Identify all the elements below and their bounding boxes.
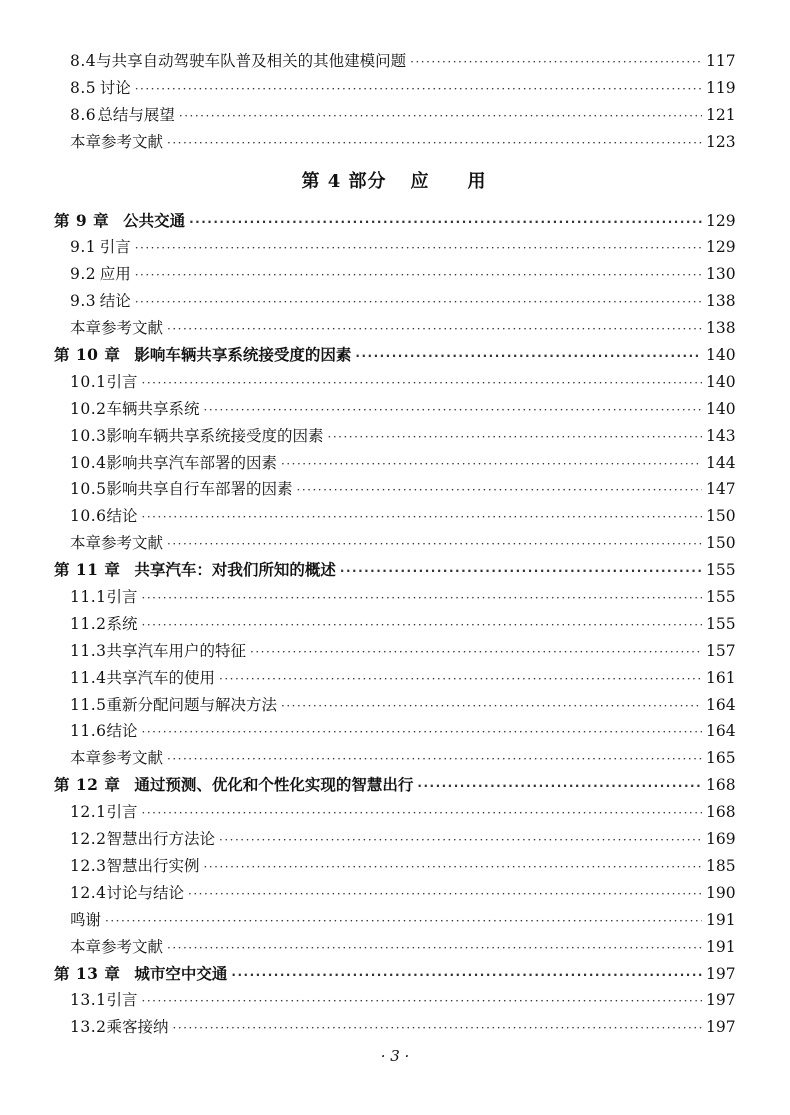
dot-leader (188, 881, 702, 908)
toc-entry-number: 12.1 (70, 803, 107, 822)
toc-ref-row[interactable] (54, 530, 734, 557)
toc-entry-number: 第 10 章 (54, 345, 121, 365)
toc-section-row[interactable] (54, 396, 734, 423)
toc-entry-number: 9.2 (70, 265, 97, 284)
dot-leader (173, 1015, 702, 1042)
toc-entry-page: 140 (706, 399, 736, 418)
dot-leader (355, 343, 702, 370)
toc-entry-title: 共享汽车的使用 (106, 668, 216, 687)
dot-leader (135, 289, 702, 316)
toc-section-row[interactable] (54, 234, 734, 261)
toc-ref-row[interactable] (54, 315, 734, 342)
toc-entry-page: 169 (706, 830, 736, 849)
toc-section-row[interactable] (54, 584, 734, 611)
toc-entry-page: 138 (706, 319, 736, 338)
toc-entry-title: 智慧出行方法论 (106, 830, 216, 849)
dot-leader (219, 666, 702, 693)
toc-entry-number: 11.5 (70, 695, 107, 714)
toc-entry-number: 10.2 (70, 399, 107, 418)
toc-entry-title: 重新分配问题与解决方法 (106, 695, 278, 714)
toc-entry-number: 第 13 章 (54, 963, 121, 983)
toc-section-row[interactable] (54, 102, 734, 129)
toc-entry-page: 165 (706, 749, 736, 768)
part-label: 第 4 部分 (301, 170, 387, 192)
toc-entry-page: 155 (706, 561, 736, 580)
toc-entry-number: 8.4 (70, 52, 97, 70)
toc-section-row[interactable] (54, 853, 734, 880)
dot-leader (135, 76, 702, 103)
toc-entry-page: 168 (706, 776, 736, 795)
dot-leader (167, 746, 702, 773)
toc-entry-number: 10.3 (70, 426, 107, 445)
dot-leader (135, 235, 702, 262)
toc-entries-part4 (54, 208, 734, 1042)
toc-entry-page: 164 (706, 695, 736, 714)
toc-entry-number: 12.2 (70, 830, 107, 849)
toc-chapter-row[interactable] (54, 557, 734, 584)
toc-entry-title: 本章参考文献 (70, 749, 164, 768)
toc-ref-row[interactable] (54, 934, 734, 961)
toc-entry-number: 9.1 (70, 238, 97, 257)
dot-leader (142, 988, 702, 1015)
toc-section-row[interactable] (54, 450, 734, 477)
dot-leader (219, 827, 702, 854)
toc-section-row[interactable] (54, 261, 734, 288)
toc-section-row[interactable] (54, 638, 734, 665)
toc-entry-page: 155 (706, 614, 736, 633)
toc-entry-number: 第 12 章 (54, 775, 121, 795)
toc-entry-number: 12.3 (70, 856, 107, 875)
toc-entry-title: 车辆共享系统 (106, 399, 200, 418)
toc-entry-number: 11.4 (70, 668, 107, 687)
toc-entry-number: 10.6 (70, 507, 107, 526)
toc-entry-page: 164 (706, 722, 736, 741)
toc-entry-page: 150 (706, 534, 736, 553)
toc-section-row[interactable] (54, 799, 734, 826)
dot-leader (142, 719, 702, 746)
toc-entry-title: 公共交通 (123, 211, 186, 230)
dot-leader (167, 531, 702, 558)
toc-entry-page: 144 (706, 453, 736, 472)
dot-leader (142, 585, 702, 612)
toc-section-row[interactable] (54, 692, 734, 719)
toc-entry-number: 第 11 章 (54, 560, 121, 580)
dot-leader (281, 693, 702, 720)
dot-leader (142, 504, 702, 531)
toc-section-row[interactable] (54, 288, 734, 315)
dot-leader (189, 209, 702, 236)
toc-entry-number: 10.1 (70, 372, 107, 391)
toc-section-row[interactable] (54, 665, 734, 692)
toc-entry-title: 应用 (99, 265, 131, 284)
dot-leader (167, 130, 702, 157)
toc-entry-title: 影响共享汽车部署的因素 (106, 453, 278, 472)
toc-entry-title: 系统 (106, 614, 138, 633)
toc-entry-title: 本章参考文献 (70, 937, 164, 956)
toc-entry-title: 鸣谢 (70, 910, 102, 929)
toc-entry-title: 结论 (106, 507, 138, 526)
toc-entry-number: 8.5 (70, 78, 97, 97)
toc-entry-page: 138 (706, 292, 736, 311)
dot-leader (142, 370, 702, 397)
toc-entry-page: 150 (706, 507, 736, 526)
toc-entry-title: 共享汽车用户的特征 (106, 641, 247, 660)
toc-section-row[interactable] (54, 611, 734, 638)
toc-section-row[interactable] (54, 369, 734, 396)
toc-entry-title: 影响共享自行车部署的因素 (106, 480, 293, 499)
toc-section-row[interactable] (54, 826, 734, 853)
dot-leader (167, 316, 702, 343)
page-number: · 3 · (380, 1047, 410, 1065)
toc-entry-page: 140 (706, 372, 736, 391)
toc-entry-title: 本章参考文献 (70, 534, 164, 553)
toc-entry-title: 讨论 (99, 78, 131, 97)
toc-entry-page: 168 (706, 803, 736, 822)
toc-entry-title: 结论 (106, 722, 138, 741)
toc-entry-page: 190 (706, 883, 736, 902)
toc-entry-number: 8.6 (70, 105, 97, 124)
toc-chapter-row[interactable] (54, 772, 734, 799)
toc-entry-page: 119 (706, 78, 736, 97)
toc-entry-number: 10.4 (70, 453, 107, 472)
toc-entry-title: 影响车辆共享系统接受度的因素 (106, 426, 324, 445)
toc-section-row[interactable] (54, 1014, 734, 1041)
dot-leader (179, 103, 702, 130)
toc-entry-page: 121 (706, 105, 736, 124)
toc-entry-title: 乘客接纳 (106, 1018, 169, 1037)
toc-entry-page: 197 (706, 964, 736, 983)
toc-entry-title: 引言 (106, 803, 138, 822)
dot-leader (204, 854, 702, 881)
dot-leader (250, 639, 702, 666)
toc-entry-page: 157 (706, 641, 736, 660)
toc-entry-number: 11.3 (70, 641, 107, 660)
toc-entry-page: 197 (706, 991, 736, 1010)
dot-leader (105, 908, 702, 935)
dot-leader (204, 397, 702, 424)
toc-entry-title: 城市空中交通 (134, 964, 228, 983)
dot-leader (135, 262, 702, 289)
toc-entry-page: 185 (706, 856, 736, 875)
toc-ref-row[interactable] (54, 907, 734, 934)
dot-leader (167, 935, 702, 962)
toc-entry-title: 讨论与结论 (106, 883, 185, 902)
toc-entry-title: 引言 (99, 238, 131, 257)
toc-ref-row[interactable] (54, 129, 734, 156)
toc-section-row[interactable] (54, 476, 734, 503)
toc-entry-number: 13.1 (70, 991, 107, 1010)
toc-section-row[interactable] (54, 503, 734, 530)
table-of-contents (54, 48, 734, 1041)
toc-entry-title: 与共享自动驾驶车队普及相关的其他建模问题 (96, 52, 407, 70)
toc-entry-page: 129 (706, 238, 736, 257)
toc-entry-title: 通过预测、优化和个性化实现的智慧出行 (134, 776, 414, 795)
toc-entry-title: 本章参考文献 (70, 132, 164, 151)
dot-leader (142, 800, 702, 827)
toc-entry-title: 智慧出行实例 (106, 856, 200, 875)
toc-entry-number: 11.1 (70, 588, 107, 607)
toc-entry-title: 结论 (99, 292, 131, 311)
toc-entry-page: 140 (706, 346, 736, 365)
toc-chapter-row[interactable] (54, 208, 734, 235)
dot-leader (297, 477, 702, 504)
toc-entry-number: 12.4 (70, 883, 107, 902)
toc-entry-number: 11.6 (70, 722, 107, 741)
toc-entry-title: 本章参考文献 (70, 319, 164, 338)
toc-entry-title: 总结与展望 (97, 105, 175, 124)
toc-section-row[interactable] (54, 75, 734, 102)
toc-entry-page: 197 (706, 1018, 736, 1037)
dot-leader (328, 424, 702, 451)
toc-section-row[interactable] (54, 987, 734, 1014)
toc-section-row[interactable] (54, 718, 734, 745)
toc-entry-title: 共享汽车：对我们所知的概述 (134, 561, 336, 580)
toc-entry-title: 引言 (106, 588, 138, 607)
toc-entry-page: 143 (706, 426, 736, 445)
toc-entry-page: 147 (706, 480, 736, 499)
toc-entry-page: 130 (706, 265, 736, 284)
dot-leader (340, 558, 702, 585)
dot-leader (231, 962, 702, 989)
dot-leader (281, 451, 702, 478)
toc-entries-part3-tail (54, 48, 734, 156)
toc-section-row[interactable] (54, 48, 734, 75)
toc-section-row[interactable] (54, 423, 734, 450)
toc-entry-page: 191 (706, 910, 736, 929)
dot-leader (410, 49, 702, 76)
toc-entry-page: 129 (706, 211, 736, 230)
part-heading (54, 156, 734, 208)
toc-ref-row[interactable] (54, 745, 734, 772)
toc-chapter-row[interactable] (54, 342, 734, 369)
toc-entry-page: 117 (706, 52, 736, 70)
toc-entry-page: 161 (706, 668, 736, 687)
toc-entry-number: 10.5 (70, 480, 107, 499)
toc-entry-number: 11.2 (70, 614, 107, 633)
toc-entry-title: 引言 (106, 372, 138, 391)
dot-leader (142, 612, 702, 639)
toc-entry-title: 引言 (106, 991, 138, 1010)
part-title: 应 用 (410, 170, 487, 192)
toc-entry-page: 123 (706, 132, 736, 151)
toc-chapter-row[interactable] (54, 961, 734, 988)
toc-entry-number: 13.2 (70, 1018, 107, 1037)
toc-section-row[interactable] (54, 880, 734, 907)
toc-entry-title: 影响车辆共享系统接受度的因素 (134, 346, 352, 365)
toc-entry-number: 9.3 (70, 292, 97, 311)
dot-leader (417, 773, 702, 800)
toc-entry-page: 155 (706, 588, 736, 607)
toc-entry-number: 第 9 章 (54, 210, 110, 230)
toc-entry-page: 191 (706, 937, 736, 956)
